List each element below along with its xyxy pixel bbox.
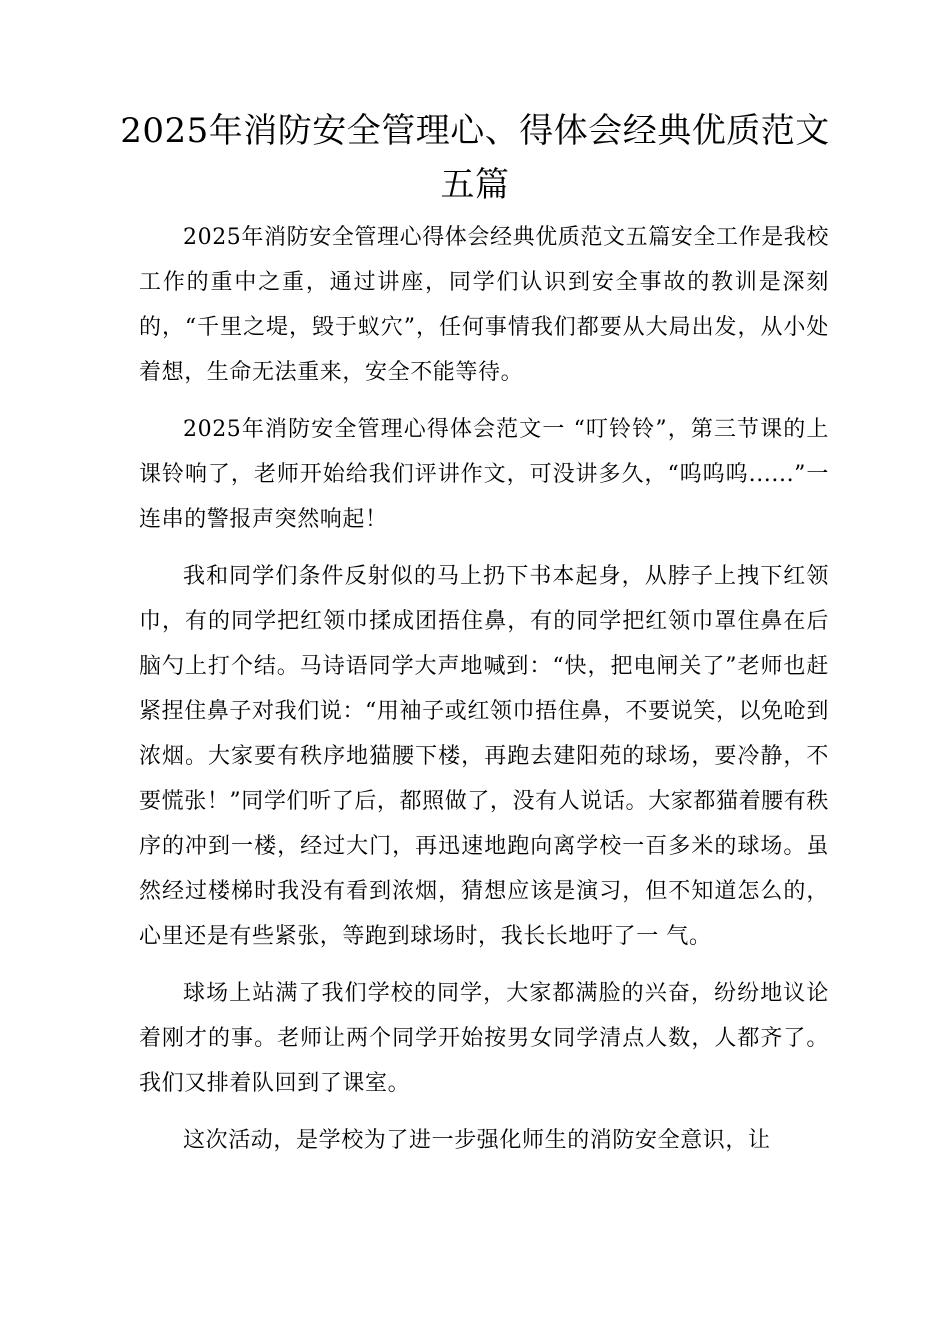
document-title: 2025年消防安全管理心、得体会经典优质范文五篇 [120, 111, 830, 205]
paragraph-intro: 2025年消防安全管理心得体会经典优质范文五篇安全工作是我校工作的重中之重，通过讲座，同学们认识到安全事故的教训是深刻的，“千里之堤，毁于蚁穴”，任何事情我们都要从大局出发，从小处着想，生命无法重来，安全不能等待。 [139, 225, 829, 385]
document-body [139, 215, 829, 1175]
paragraph-evacuation: 我和同学们条件反射似的马上扔下书本起身，从脖子上拽下红领巾，有的同学把红领巾揉成团捂住鼻，有的同学把红领巾罩住鼻在后脑勺上打个结。马诗语同学大声地喊到：“快，把电闸关了”老师也赶紧捏住鼻子对我们说：“用袖子或红领巾捂住鼻，不要说笑，以免呛到浓烟。大家要有秩序地猫腰下楼，再跑去建阳苑的球场，要冷静，不要慌张！”同学们听了后，都照做了，没有人说话。大家都猫着腰有秩序的冲到一楼，经过大门，再迅速地跑向离学校一百多米的球场。虽然经过楼梯时我没有看到浓烟，猜想应该是演习，但不知道怎么的，心里还是有些紧张，等跑到球场时，我长长地吁了一 气。 [139, 564, 829, 949]
paragraph-fire-alarm: 2025年消防安全管理心得体会范文一 “叮铃铃”，第三节课的上课铃响了，老师开始给我们评讲作文，可没讲多久，“呜呜呜......”一连串的警报声突然响起！ [139, 417, 829, 532]
paragraph-playground: 球场上站满了我们学校的同学，大家都满脸的兴奋，纷纷地议论着刚才的事。老师让两个同学开始按男女同学清点人数，人都齐了。我们又排着队回到了课室。 [139, 981, 829, 1096]
paragraph-activity-purpose: 这次活动，是学校为了进一步强化师生的消防安全意识，让 [183, 1128, 771, 1153]
